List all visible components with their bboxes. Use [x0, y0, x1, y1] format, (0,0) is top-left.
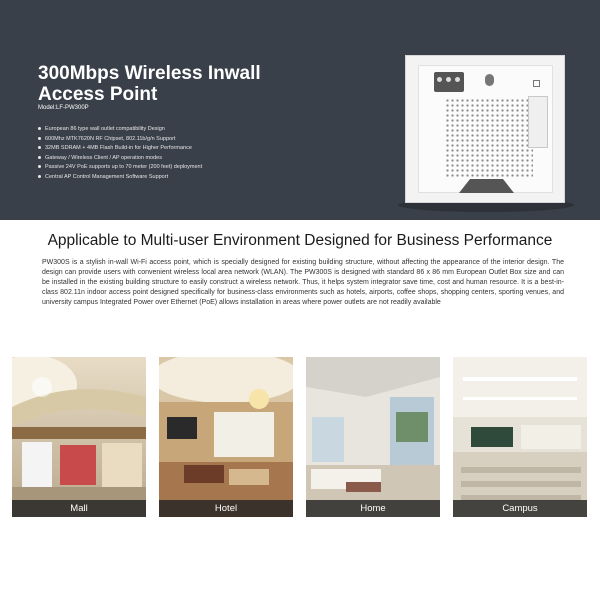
product-model: Model:LF-PW300P	[38, 105, 89, 111]
product-banner	[0, 0, 600, 220]
mall-image	[12, 357, 146, 517]
feature-item: Central AP Control Management Software Support	[38, 173, 202, 183]
bullet-icon	[38, 156, 41, 159]
home-image	[306, 357, 440, 517]
bullet-icon	[38, 137, 41, 140]
feature-item: Passive 24V PoE supports up to 70 meter (200 feet) deployment	[38, 163, 202, 173]
feature-item: European 86 type wall outlet compatibility Design	[38, 125, 202, 135]
mount-hole-icon	[485, 74, 494, 86]
bullet-icon	[38, 175, 41, 178]
feature-list	[38, 125, 202, 183]
section-description: PW300S is a stylish in-wall Wi-Fi access point, which is specially designed for existing building structure, without affecting the appearance of the interior design. The design can provide users with convenient wireless local area network (WLAN). The PW300S is designed with standard 86 x 86 mm European Outlet Box size and can be installed in the existing building structure to easily construct a wireless network. Thus, it helps system integrator save time, cost and human resource. It is a best-in-class 802.11n indoor access point designed specifically for business-class environments such as hotels, airports, coffee shops, shopping centers, sporting venues, and university campus Integrated Power over Ethernet (PoE) allows installation in areas where power outlets are not readily available	[42, 259, 564, 306]
card-caption: Home	[306, 500, 440, 517]
mall-photo-card	[12, 357, 146, 517]
device-front-panel	[418, 65, 553, 193]
bullet-icon	[38, 127, 41, 130]
hotel-image	[159, 357, 293, 517]
device-foot	[459, 179, 514, 193]
device-clip	[528, 96, 548, 148]
feature-item: 600Mhz MTK7620N RF Chipset, 802.11b/g/n Support	[38, 135, 202, 145]
bullet-icon	[38, 146, 41, 149]
feature-item: Gateway / Wireless Client / AP operation modes	[38, 154, 202, 164]
bullet-icon	[38, 165, 41, 168]
card-caption: Hotel	[159, 500, 293, 517]
vent-grid	[445, 98, 533, 178]
access-point-device-image	[405, 55, 565, 203]
feature-item: 32MB SDRAM + 4MB Flash Build-in for Higher Performance	[38, 144, 202, 154]
led-icon	[533, 80, 540, 87]
section-heading: Applicable to Multi-user Environment Designed for Business Performance	[47, 232, 553, 249]
port-terminal-icon	[434, 72, 464, 92]
campus-image	[453, 357, 587, 517]
campus-photo-card	[453, 357, 587, 517]
home-photo-card	[306, 357, 440, 517]
card-caption: Campus	[453, 500, 587, 517]
product-title: 300Mbps Wireless Inwall Access Point	[38, 63, 261, 105]
hotel-photo-card	[159, 357, 293, 517]
card-caption: Mall	[12, 500, 146, 517]
